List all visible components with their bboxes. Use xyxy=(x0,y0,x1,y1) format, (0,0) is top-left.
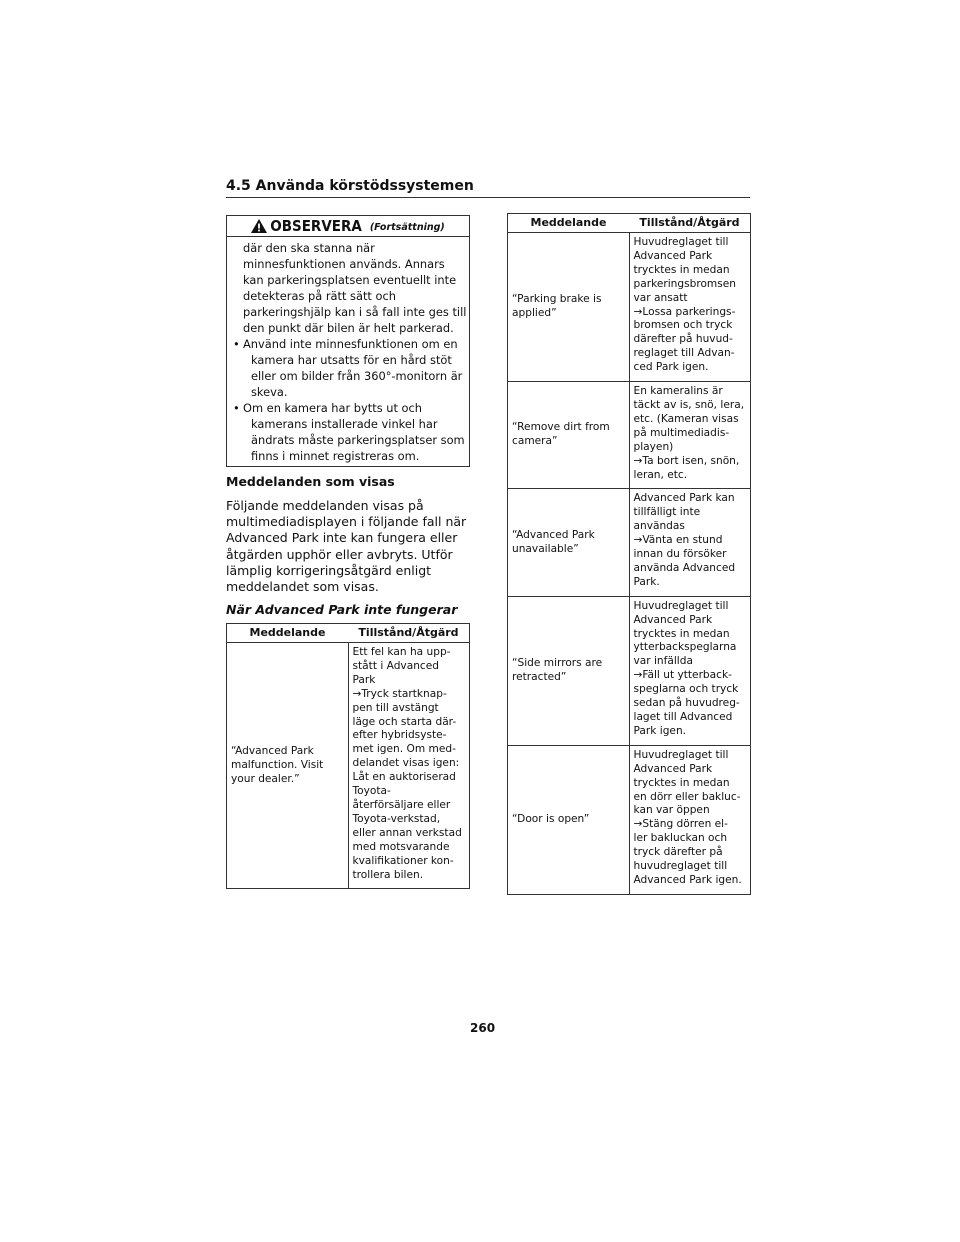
action-line: →Tryck startknap- xyxy=(352,687,447,700)
action-line: trycktes in medan xyxy=(633,776,730,789)
action-line: trycktes in medan xyxy=(633,263,730,276)
action-line: innan du försöker xyxy=(633,548,727,561)
right-message-table xyxy=(507,213,751,895)
table-row xyxy=(508,745,751,894)
action-line: →Stäng dörren el- xyxy=(633,818,728,831)
message-cell xyxy=(508,233,630,382)
bullet-text: eller om bilder från 360°-monitorn är xyxy=(251,369,463,383)
message-line: your dealer.” xyxy=(231,772,300,785)
warning-icon xyxy=(251,219,267,233)
action-cell xyxy=(629,489,751,596)
message-line: applied” xyxy=(512,307,557,320)
intro-line: meddelandet som visas. xyxy=(226,579,379,595)
action-line: →Fäll ut ytterback- xyxy=(633,669,732,682)
column-header: Tillstånd/Åtgärd xyxy=(629,214,751,233)
action-line: trycktes in medan xyxy=(633,627,730,640)
action-line: trollera bilen. xyxy=(352,868,424,881)
action-line: leran, etc. xyxy=(633,468,688,481)
column-header: Tillstånd/Åtgärd xyxy=(348,624,470,643)
message-line: “Advanced Park xyxy=(512,528,595,541)
page-number: 260 xyxy=(470,1021,496,1035)
action-line: återförsäljare eller xyxy=(352,798,451,811)
action-line: tillfälligt inte xyxy=(633,506,701,519)
action-line: eller annan verkstad xyxy=(352,826,462,839)
message-cell xyxy=(227,643,349,889)
action-line: läge och starta där- xyxy=(352,715,457,728)
action-line: met igen. Om med- xyxy=(352,743,456,756)
table-row xyxy=(227,643,470,889)
action-line: Park igen. xyxy=(633,724,687,737)
action-line: Ett fel kan ha upp- xyxy=(352,646,451,658)
intro-paragraph xyxy=(226,498,474,595)
action-line: speglarna och tryck xyxy=(633,683,739,696)
action-line: etc. (Kameran visas xyxy=(633,412,739,425)
action-line: laget till Advanced xyxy=(633,711,733,723)
left-message-table xyxy=(226,623,470,889)
action-line: Huvudreglaget till xyxy=(633,599,729,612)
action-line: efter hybridsyste- xyxy=(352,729,447,742)
table-title: När Advanced Park inte fungerar xyxy=(226,602,458,617)
action-line: Toyota- xyxy=(352,785,391,798)
action-line: Huvudreglaget till xyxy=(633,748,729,761)
message-line: “Advanced Park xyxy=(231,744,314,757)
action-line: huvudreglaget till xyxy=(633,860,728,873)
intro-line: multimediadisplayen i följande fall när xyxy=(226,514,467,530)
caution-bullet xyxy=(233,336,467,400)
action-line: Toyota-verkstad, xyxy=(352,812,441,825)
action-line: med motsvarande xyxy=(352,840,450,853)
action-line: ytterbackspeglarna xyxy=(633,641,737,654)
message-line: “Parking brake is xyxy=(512,293,602,306)
bullet-text: kamera har utsatts för en hård stöt xyxy=(251,353,452,367)
action-line: var ansatt xyxy=(633,291,688,304)
column-header: Meddelande xyxy=(227,624,349,643)
action-line: ler bakluckan och xyxy=(633,832,728,845)
caution-body xyxy=(227,237,469,464)
message-cell xyxy=(508,596,630,745)
bullet-dot: • xyxy=(233,337,240,351)
caution-line: där den ska stanna när xyxy=(243,241,375,255)
message-line: unavailable” xyxy=(512,542,579,555)
intro-line: åtgärden upphör eller avbryts. Utför xyxy=(226,546,453,562)
caution-header xyxy=(227,216,469,237)
action-line: Huvudreglaget till xyxy=(633,236,729,248)
message-line: retracted” xyxy=(512,670,567,683)
action-line: Park xyxy=(352,673,376,686)
message-line: “Side mirrors are xyxy=(512,656,603,669)
action-cell xyxy=(629,233,751,382)
bullet-text: Använd inte minnesfunktionen om en xyxy=(243,337,458,351)
action-cell xyxy=(629,382,751,489)
intro-line: Följande meddelanden visas på xyxy=(226,498,424,513)
intro-line: lämplig korrigeringsåtgärd enligt xyxy=(226,562,432,578)
action-line: användas xyxy=(633,520,685,533)
action-cell xyxy=(629,745,751,894)
message-cell xyxy=(508,745,630,894)
action-line: använda Advanced xyxy=(633,561,736,574)
section-header: 4.5 Använda körstödssystemen xyxy=(226,178,750,198)
action-line: ced Park igen. xyxy=(633,361,709,374)
action-line: playen) xyxy=(633,440,674,453)
action-line: Advanced Park xyxy=(633,613,713,626)
action-line: parkeringsbromsen xyxy=(633,277,737,290)
action-line: →Vänta en stund xyxy=(633,534,723,547)
action-line: Advanced Park xyxy=(633,762,713,775)
message-line: malfunction. Visit xyxy=(231,758,324,771)
message-cell xyxy=(508,489,630,596)
caution-bullet xyxy=(233,400,467,464)
action-line: kan var öppen xyxy=(633,804,710,817)
caution-line: kan parkeringsplatsen eventuellt inte xyxy=(243,273,457,287)
bullet-dot: • xyxy=(233,401,240,415)
messages-heading: Meddelanden som visas xyxy=(226,474,395,489)
action-line: sedan på huvudreg- xyxy=(633,697,740,710)
table-row xyxy=(508,489,751,596)
action-line: var infällda xyxy=(633,655,693,668)
action-line: kvalifikationer kon- xyxy=(352,854,454,867)
message-line: “Door is open” xyxy=(512,812,590,825)
action-line: på multimediadis- xyxy=(633,426,730,439)
action-line: bromsen och tryck xyxy=(633,319,733,332)
action-cell xyxy=(629,596,751,745)
action-line: →Lossa parkerings- xyxy=(633,305,736,318)
action-line: Advanced Park xyxy=(633,249,713,262)
action-line: Advanced Park igen. xyxy=(633,873,742,886)
intro-line: Advanced Park inte kan fungera eller xyxy=(226,530,458,546)
caution-box xyxy=(226,215,470,467)
action-line: Låt en auktoriserad xyxy=(352,771,456,784)
action-line: →Ta bort isen, snön, xyxy=(633,454,740,467)
column-header: Meddelande xyxy=(508,214,630,233)
bullet-text: ändrats måste parkeringsplatser som xyxy=(251,433,465,447)
table-row xyxy=(508,382,751,489)
message-line: camera” xyxy=(512,435,558,448)
caution-title: OBSERVERA xyxy=(270,217,362,235)
caution-line: detekteras på rätt sätt och xyxy=(243,289,396,303)
caution-line: parkeringshjälp kan i så fall inte ges till xyxy=(243,305,467,319)
action-line: därefter på huvud- xyxy=(633,333,733,346)
caution-continuation: (Fortsättning) xyxy=(369,222,445,233)
action-line: tryck därefter på xyxy=(633,846,723,859)
action-line: Park. xyxy=(633,575,660,588)
caution-line: minnesfunktionen används. Annars xyxy=(243,257,445,271)
action-line: En kameralins är xyxy=(633,385,723,398)
action-line: stått i Advanced xyxy=(352,659,439,672)
action-line: en dörr eller bakluc- xyxy=(633,790,741,803)
action-line: reglaget till Advan- xyxy=(633,347,735,360)
action-cell xyxy=(348,643,470,889)
table-row xyxy=(508,596,751,745)
bullet-text: skeva. xyxy=(251,385,288,399)
bullet-text: finns i minnet registreras om. xyxy=(251,449,420,463)
action-line: pen till avstängt xyxy=(352,701,439,714)
action-line: täckt av is, snö, lera, xyxy=(633,398,745,411)
action-line: delandet visas igen: xyxy=(352,757,460,770)
action-line: Advanced Park kan xyxy=(633,492,735,505)
caution-line: den punkt där bilen är helt parkerad. xyxy=(243,321,454,335)
bullet-text: Om en kamera har bytts ut och xyxy=(243,401,423,415)
message-cell xyxy=(508,382,630,489)
table-row xyxy=(508,233,751,382)
message-line: “Remove dirt from xyxy=(512,421,610,434)
bullet-text: kamerans installerade vinkel har xyxy=(251,417,438,431)
